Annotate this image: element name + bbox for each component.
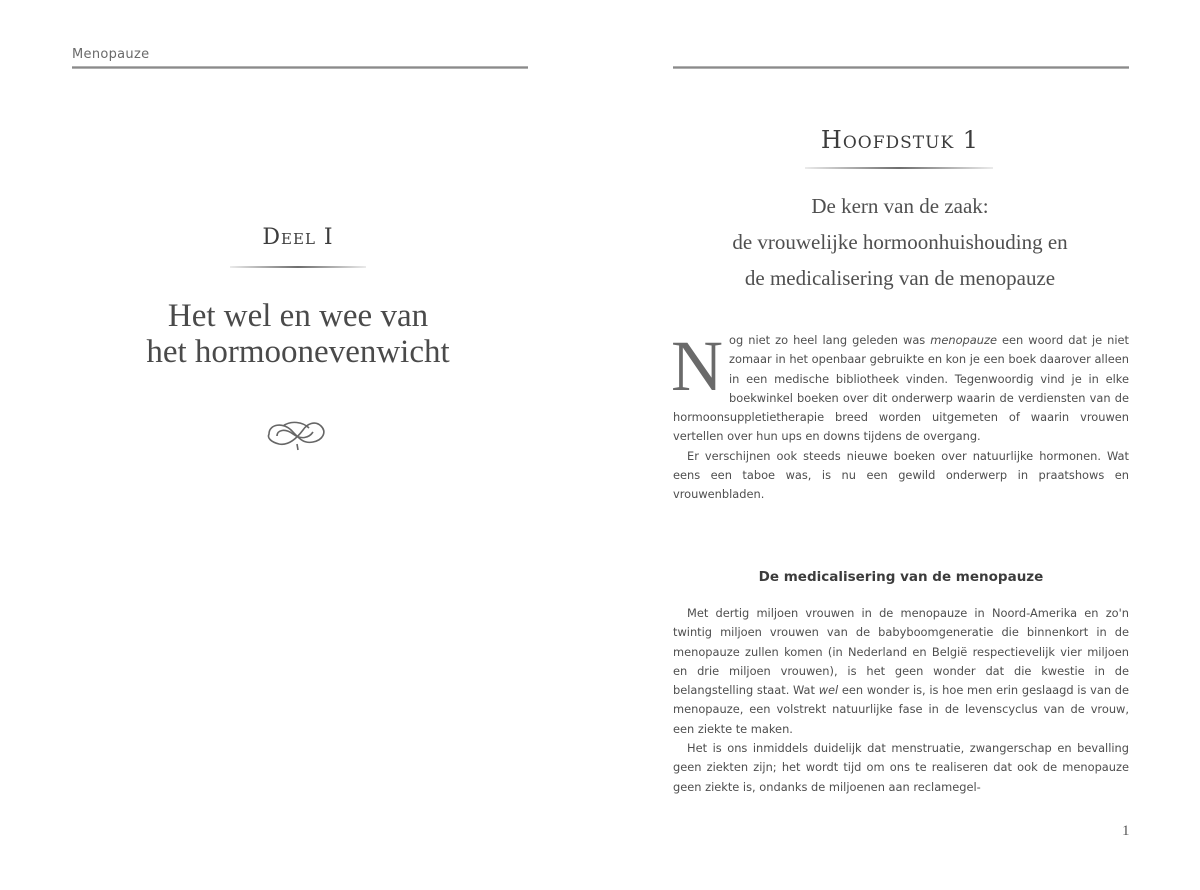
- chapter-title: [660, 188, 1140, 296]
- right-page: [600, 0, 1200, 890]
- section-text: [673, 604, 1129, 797]
- flourish-icon: [263, 414, 333, 452]
- emphasis: menopauze: [930, 333, 997, 347]
- chapter-title-line: de medicalisering van de menopauze: [744, 266, 1056, 290]
- page-number: 1: [1122, 823, 1130, 839]
- header-rule: [673, 66, 1129, 69]
- part-label: Deel I: [262, 225, 334, 250]
- section-paragraph-2: Het is ons inmiddels duidelijk dat menstruatie, zwangerschap en bevalling geen ziekten zijn; het wordt tijd om ons te realiseren dat ook de menopauze geen ziekte is, ondanks de miljoenen aan reclamegel-: [673, 741, 1129, 794]
- section-heading: De medicalisering van de menopauze: [758, 569, 1044, 585]
- part-label-rule: [230, 266, 366, 268]
- part-title-line: Het wel en wee van: [167, 298, 429, 334]
- intro-text: [671, 326, 1130, 505]
- chapter-label-rule: [805, 167, 993, 169]
- chapter-title-line: de vrouwelijke hormoonhuishouding en: [732, 230, 1068, 254]
- chapter-label: Hoofdstuk 1: [820, 126, 980, 154]
- part-title: [100, 298, 496, 370]
- intro-paragraph-1: Nog niet zo heel lang geleden was menopauze een woord dat je niet zomaar in het openbaar gebruikte en kon je een boek daarover alleen in een medische bibliotheek vinden. Tegenwoordig vind je in elke boekwinkel boeken over dit onderwerp waarin de verdiensten van de hormoonsuppletietherapie breed worden uitgemeten of waarin vrouwen vertellen over hun ups en downs tijdens de overgang.: [671, 326, 1130, 444]
- part-title-line: het hormoonevenwicht: [146, 334, 450, 370]
- chapter-title-line: De kern van de zaak:: [811, 194, 989, 218]
- running-head: Menopauze: [72, 47, 150, 62]
- drop-cap: N: [671, 326, 723, 406]
- section-paragraph-1: Met dertig miljoen vrouwen in de menopauze in Noord-Amerika en zo'n twintig miljoen vrouwen van de babyboomgeneratie die binnenkort in de menopauze zullen komen (in Nederland en België respectievelijk vier miljoen en drie miljoen vrouwen), is het geen wonder dat die kwestie in de belangstelling staat. Wat wel een wonder is, is hoe men erin geslaagd is van de menopauze, een volstrekt natuurlijke fase in de levenscyclus van de vrouw, een ziekte te maken.: [673, 606, 1129, 736]
- emphasis: wel: [818, 683, 839, 698]
- header-rule: [72, 66, 528, 69]
- intro-paragraph-2: Er verschijnen ook steeds nieuwe boeken over natuurlijke hormonen. Wat eens een taboe was, is nu een gewild onderwerp in praatshows en vrouwenbladen.: [673, 448, 1129, 502]
